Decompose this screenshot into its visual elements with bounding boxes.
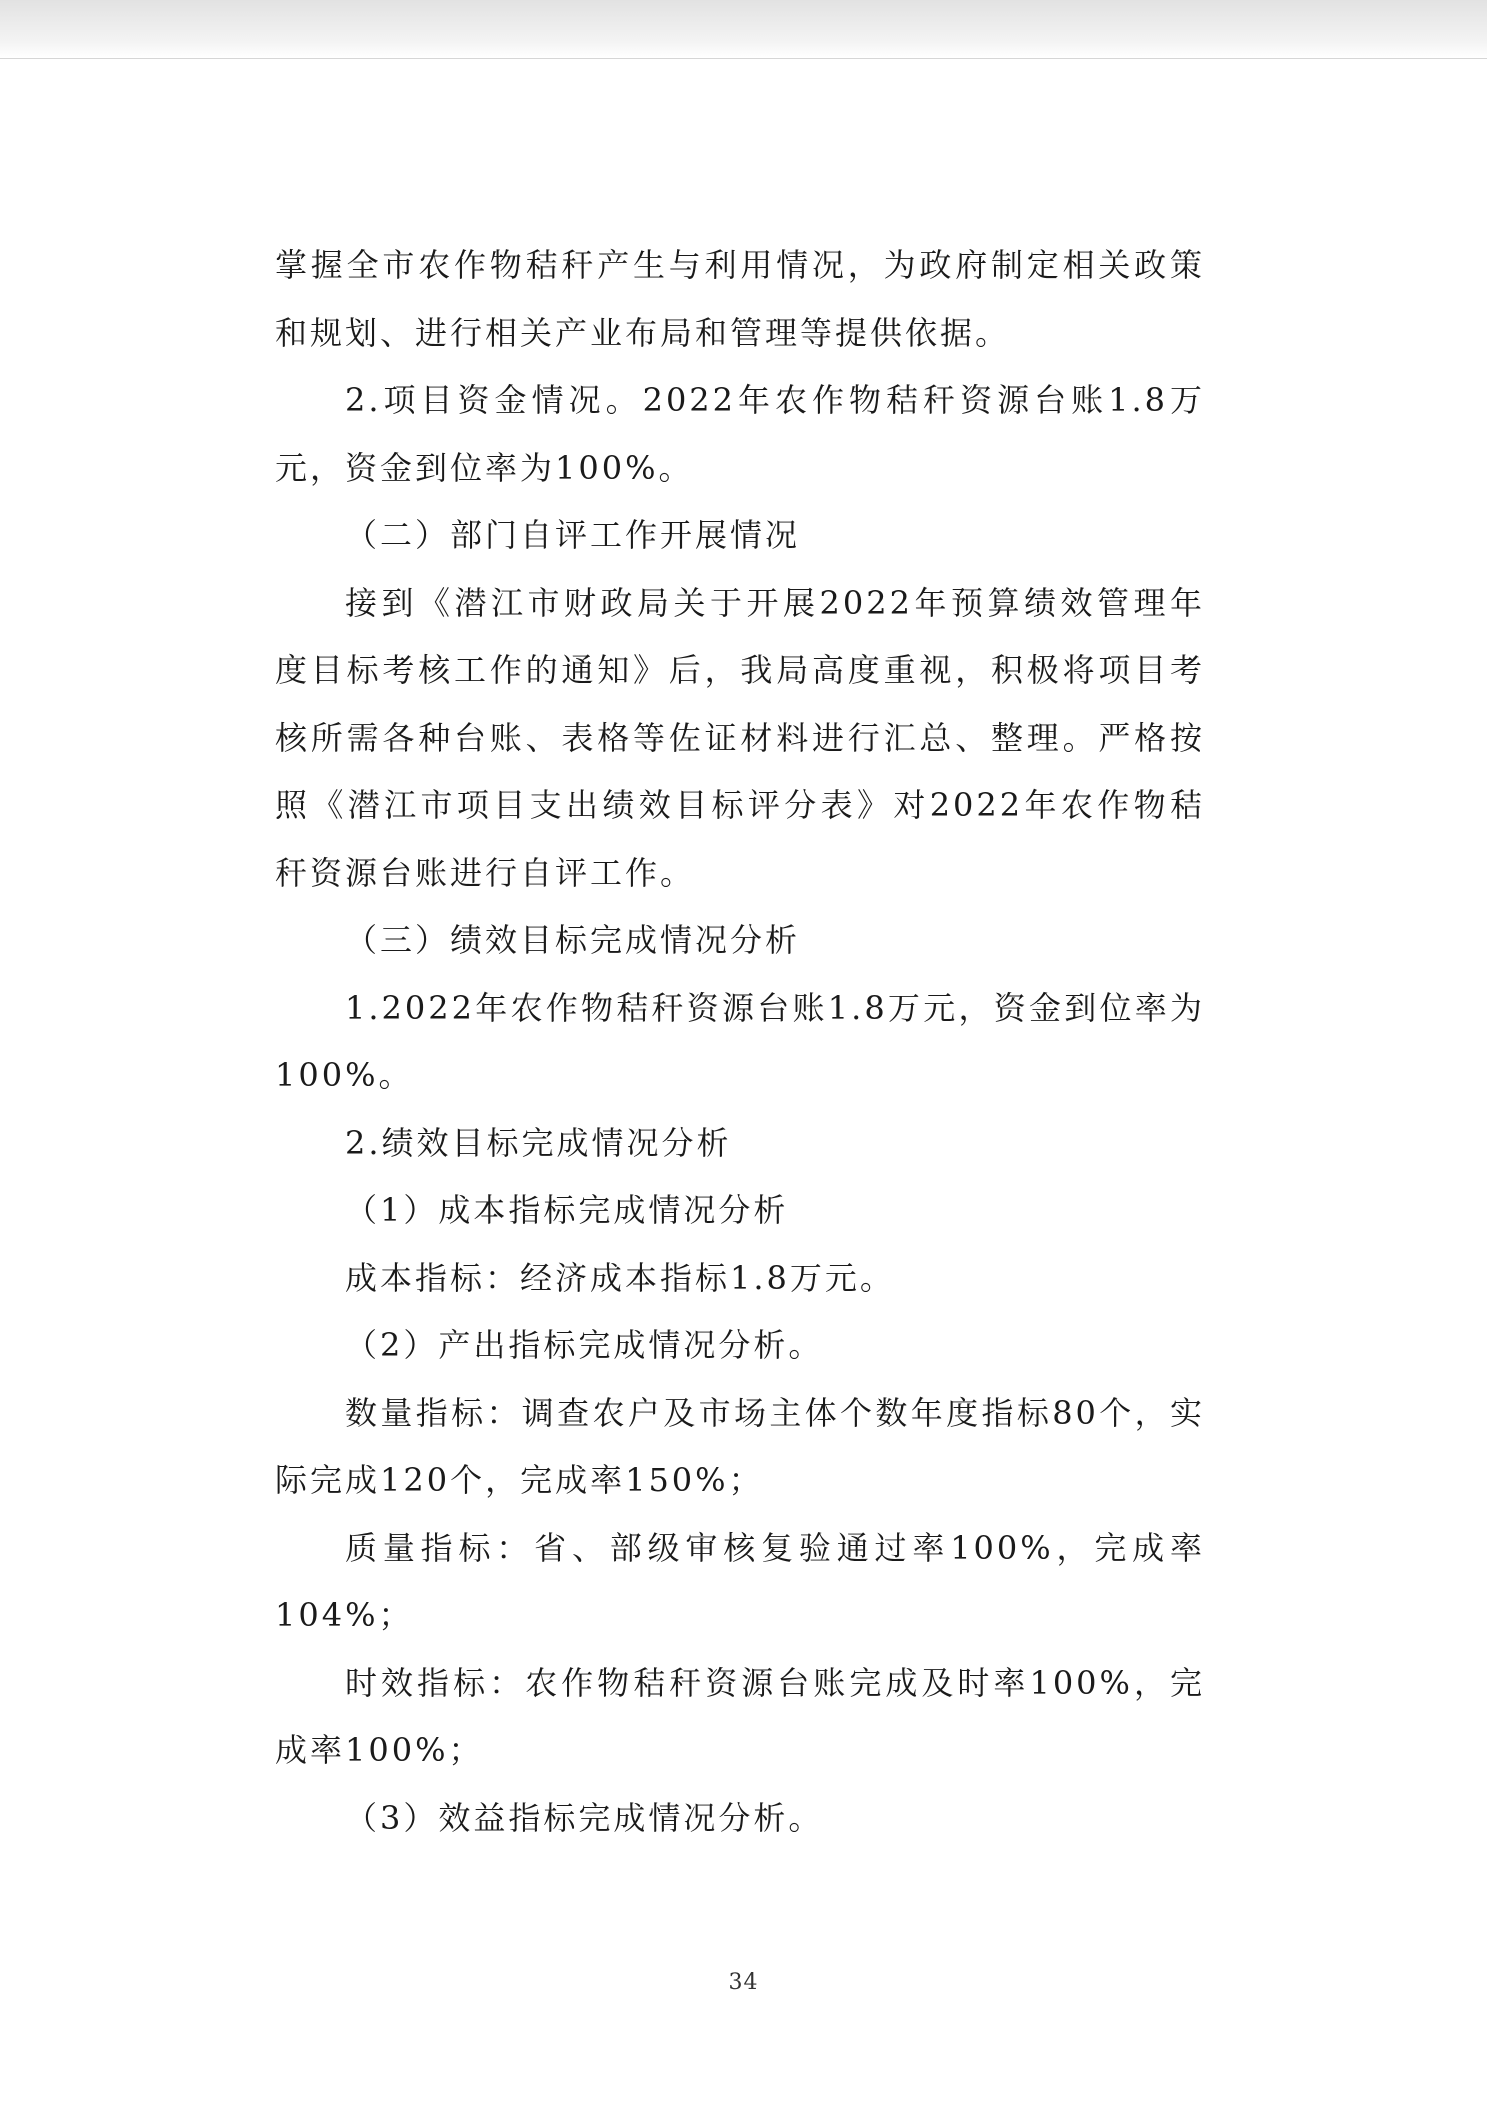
subheading-cost-indicators: （1）成本指标完成情况分析 bbox=[345, 1191, 789, 1229]
paragraph-self-evaluation: 接到《潜江市财政局关于开展2022年预算绩效管理年度目标考核工作的通知》后，我局高度重视，积极将项目考核所需各种台账、表格等佐证材料进行汇总、整理。严格按照《潜江市项目支出绩效目标评分表》对2022年农作物秸秆资源台账进行自评工作。 bbox=[275, 583, 1205, 892]
document-body bbox=[275, 232, 1205, 1852]
page-number: 34 bbox=[728, 1970, 759, 1995]
paragraph-quality-indicator: 质量指标：省、部级审核复验通过率100%，完成率104%； bbox=[275, 1528, 1205, 1634]
section-heading-performance-analysis: （三）绩效目标完成情况分析 bbox=[345, 921, 801, 959]
scan-edge-bar bbox=[0, 0, 1487, 59]
paragraph-continuation: 掌握全市农作物秸秆产生与利用情况，为政府制定相关政策和规划、进行相关产业布局和管理等提供依据。 bbox=[275, 246, 1205, 352]
subheading-benefit-indicators: （3）效益指标完成情况分析。 bbox=[345, 1798, 824, 1837]
paragraph-funding-rate: 1.2022年农作物秸秆资源台账1.8万元，资金到位率为100%。 bbox=[275, 988, 1205, 1094]
paragraph-cost-indicator: 成本指标：经济成本指标1.8万元。 bbox=[345, 1258, 895, 1297]
subheading-output-indicators: （2）产出指标完成情况分析。 bbox=[345, 1326, 824, 1364]
paragraph-funding: 2.项目资金情况。2022年农作物秸秆资源台账1.8万元，资金到位率为100%。 bbox=[275, 381, 1205, 487]
paragraph-timeliness-indicator: 时效指标：农作物秸秆资源台账完成及时率100%，完成率100%； bbox=[275, 1663, 1205, 1769]
paragraph-quantity-indicator: 数量指标：调查农户及市场主体个数年度指标80个，实际完成120个，完成率150%； bbox=[275, 1393, 1205, 1499]
subheading-goal-analysis: 2.绩效目标完成情况分析 bbox=[345, 1123, 732, 1162]
section-heading-self-evaluation: （二）部门自评工作开展情况 bbox=[345, 516, 801, 554]
